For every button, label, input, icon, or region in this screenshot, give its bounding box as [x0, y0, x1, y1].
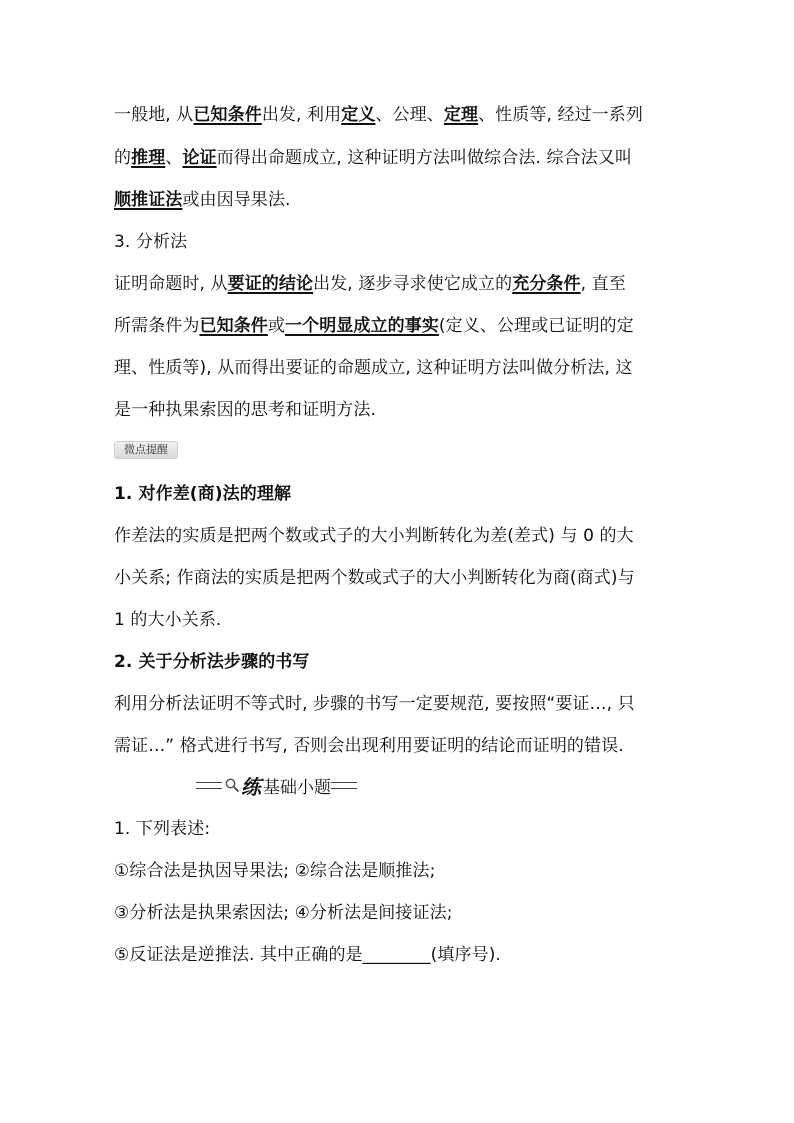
- banner-rule-right: [331, 782, 357, 789]
- keyword-conclusion: 要证的结论: [227, 274, 314, 294]
- synthesis-line-1: 一般地, 从已知条件出发, 利用定义、公理、定理、性质等, 经过一系列: [114, 105, 643, 125]
- tip-1-line-3: 1 的大小关系.: [114, 610, 222, 630]
- question-1-stem: 1. 下列表述:: [114, 819, 211, 839]
- tip-2-line-1: 利用分析法证明不等式时, 步骤的书写一定要规范, 要按照“要证…, 只: [114, 694, 635, 714]
- synthesis-line-3: 顺推证法或由因导果法.: [114, 190, 291, 210]
- tip-tag: 微点提醒: [114, 441, 178, 459]
- keyword-forward-proof: 顺推证法: [114, 190, 183, 210]
- section-3-heading: 3. 分析法: [114, 232, 188, 252]
- tip-2-heading: 2. 关于分析法步骤的书写: [114, 652, 310, 672]
- keyword-argument: 论证: [182, 148, 217, 168]
- keyword-known-conditions-2: 已知条件: [199, 316, 268, 336]
- banner-rule-left: [196, 782, 222, 789]
- practice-banner: [196, 772, 357, 798]
- analysis-line-3: 理、性质等), 从而得出要证的命题成立, 这种证明方法叫做分析法, 这: [114, 358, 633, 378]
- tip-1-heading: 1. 对作差(商)法的理解: [114, 484, 292, 504]
- analysis-line-4: 是一种执果索因的思考和证明方法.: [114, 400, 377, 420]
- question-1-line-3: ⑤反证法是逆推法. 其中正确的是________(填序号).: [114, 945, 501, 965]
- keyword-obvious-fact: 一个明显成立的事实: [285, 316, 439, 336]
- answer-blank[interactable]: ________: [362, 945, 431, 965]
- synthesis-line-2: 的推理、论证而得出命题成立, 这种证明方法叫做综合法. 综合法又叫: [114, 148, 632, 168]
- keyword-theorem: 定理: [443, 105, 479, 125]
- tip-2-line-2: 需证…” 格式进行书写, 否则会出现利用要证明的结论而证明的错误.: [114, 736, 624, 756]
- tip-1-line-2: 小关系; 作商法的实质是把两个数或式子的大小判断转化为商(商式)与: [114, 568, 635, 588]
- question-1-line-1: ①综合法是执因导果法; ②综合法是顺推法;: [114, 861, 436, 881]
- keyword-reasoning: 推理: [131, 148, 166, 168]
- tip-1-line-1: 作差法的实质是把两个数或式子的大小判断转化为差(差式) 与 0 的大: [114, 526, 634, 546]
- keyword-known-conditions: 已知条件: [193, 105, 262, 125]
- question-1-line-2: ③分析法是执果索因法; ④分析法是间接证法;: [114, 903, 453, 923]
- analysis-line-1: 证明命题时, 从要证的结论出发, 逐步寻求使它成立的充分条件, 直至: [114, 274, 626, 294]
- practice-glyph: 练: [241, 774, 261, 799]
- magnifier-icon: [224, 777, 240, 793]
- keyword-definition: 定义: [341, 105, 376, 125]
- analysis-line-2: 所需条件为已知条件或一个明显成立的事实(定义、公理或已证明的定: [114, 316, 634, 336]
- keyword-sufficient-condition: 充分条件: [512, 274, 581, 294]
- practice-title: 基础小题: [263, 777, 331, 798]
